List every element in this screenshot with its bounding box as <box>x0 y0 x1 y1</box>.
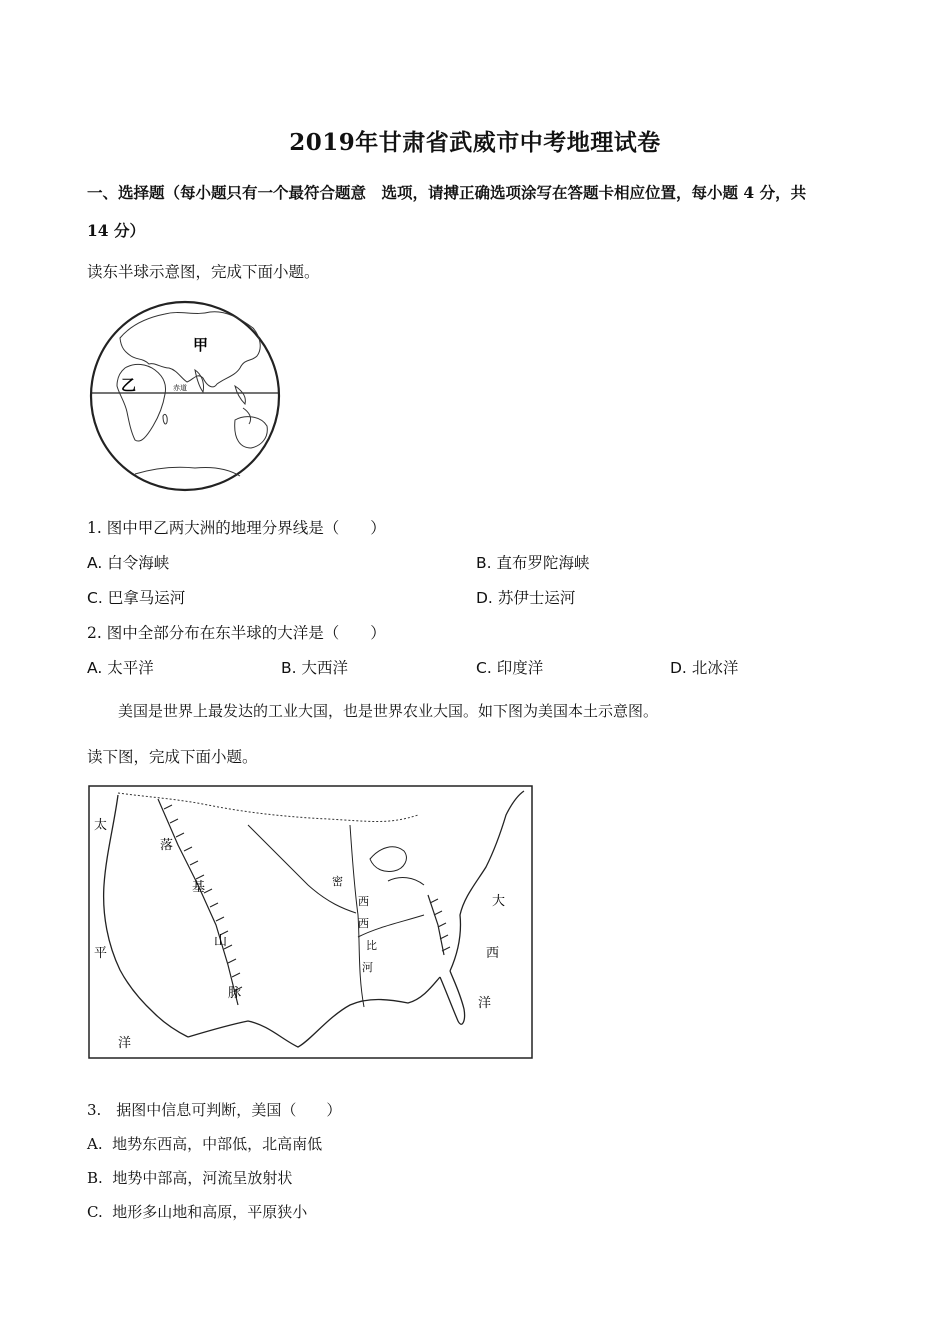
river-mississippi-2: 西 <box>358 917 369 930</box>
eastern-hemisphere-map <box>85 298 285 494</box>
river-mississippi-3: 比 <box>366 939 377 952</box>
option-letter: D. <box>476 589 493 607</box>
option-text: 白令海峡 <box>107 554 170 572</box>
option-text: 大西洋 <box>301 659 349 677</box>
atlantic-char-2: 西 <box>486 946 500 961</box>
q1-option-b[interactable] <box>476 551 590 573</box>
atlantic-char-3: 洋 <box>478 996 492 1011</box>
rocky-char-1: 落 <box>160 838 174 853</box>
pacific-char-3: 洋 <box>118 1036 132 1051</box>
label-equator: 赤道 <box>173 384 187 392</box>
option-letter: B. <box>281 659 297 677</box>
option-text: 苏伊士运河 <box>497 589 576 607</box>
q1-stem: 1. 图中甲乙两大洲的地理分界线是（ ） <box>87 519 386 537</box>
q3-option-b[interactable] <box>87 1167 292 1188</box>
river-missouri: 密 <box>332 875 343 888</box>
group2-intro1: 美国是世界上最发达的工业大国，也是世界农业大国。如下图为美国本土示意图。 <box>118 702 659 720</box>
q3-stem: 3. 据图中信息可判断，美国（ ） <box>87 1101 342 1119</box>
option-letter: B. <box>87 1169 103 1187</box>
section-heading-line1: 一、选择题（每小题只有一个最符合题意 选项，请搏正确选项涂写在答题卡相应位置，每小题 4 分，共 <box>87 183 807 202</box>
option-letter: A. <box>87 554 103 572</box>
option-text: 北冰洋 <box>691 659 739 677</box>
option-letter: A. <box>87 1135 103 1153</box>
q1-option-a[interactable] <box>87 551 169 573</box>
q2-option-b[interactable] <box>281 656 348 678</box>
exam-title: 2019年甘肃省武威市中考地理试卷 <box>289 129 661 156</box>
option-text: 太平洋 <box>107 659 154 677</box>
globe-outline <box>91 302 279 490</box>
pacific-char-2: 平 <box>94 946 108 961</box>
option-letter: B. <box>476 554 492 572</box>
river-mississippi-1: 西 <box>358 895 369 908</box>
rocky-char-4: 脉 <box>228 986 242 1001</box>
option-text: 巴拿马运河 <box>107 589 186 607</box>
option-letter: D. <box>670 659 687 677</box>
q2-option-a[interactable] <box>87 656 154 678</box>
rocky-char-2: 基 <box>192 880 206 895</box>
option-text: 直布罗陀海峡 <box>496 554 590 572</box>
option-text: 地势中部高，河流呈放射状 <box>112 1169 293 1187</box>
option-letter: C. <box>476 659 492 677</box>
q2-option-c[interactable] <box>476 656 543 678</box>
option-letter: C. <box>87 1203 103 1221</box>
option-text: 地形多山地和高原，平原狭小 <box>112 1203 308 1221</box>
option-letter: C. <box>87 589 103 607</box>
atlantic-char-1: 大 <box>492 894 506 909</box>
usa-mainland-map <box>88 785 533 1059</box>
group1-intro: 读东半球示意图，完成下面小题。 <box>87 263 320 281</box>
pacific-char-1: 太 <box>94 818 108 833</box>
q2-option-d[interactable] <box>670 656 738 678</box>
option-text: 印度洋 <box>496 659 544 677</box>
section-heading-line2: 14 分） <box>87 221 145 240</box>
label-jia: 甲 <box>193 336 209 354</box>
q3-option-a[interactable] <box>87 1133 322 1154</box>
option-text: 地势东西高，中部低，北高南低 <box>112 1135 323 1153</box>
river-mississippi-4: 河 <box>362 961 373 974</box>
q1-option-d[interactable] <box>476 586 575 608</box>
rocky-char-3: 山 <box>214 934 228 949</box>
group2-intro2: 读下图，完成下面小题。 <box>87 748 258 766</box>
map-frame <box>89 786 532 1058</box>
q3-option-c[interactable] <box>87 1201 307 1222</box>
q1-option-c[interactable] <box>87 586 185 608</box>
option-letter: A. <box>87 659 103 677</box>
label-yi: 乙 <box>121 376 137 394</box>
q2-stem: 2. 图中全部分布在东半球的大洋是（ ） <box>87 624 386 642</box>
